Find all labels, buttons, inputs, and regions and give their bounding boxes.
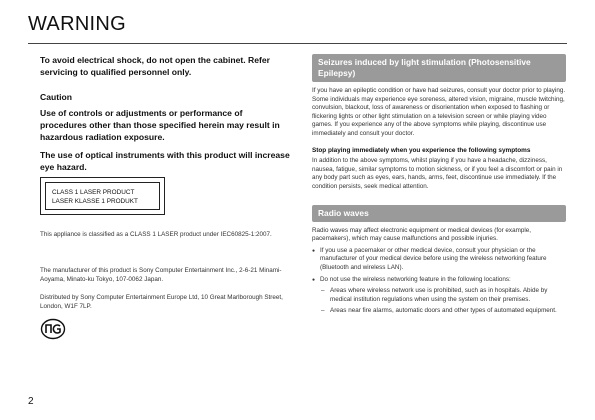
optical-warning: The use of optical instruments with this product will increase eye hazard. [40, 150, 290, 172]
radio-bullet-pacemaker: ● If you use a pacemaker or other medical device, consult your physician or the manufacturer of your medical device before using the wireless networking feature (Bluetooth and wireless LAN). [312, 247, 566, 273]
left-column [40, 54, 290, 173]
laser-label-box [40, 177, 165, 215]
distributor-text: Distributed by Sony Computer Entertainment Europe Ltd, 10 Great Marlborough Street, London, W1F 7LP. [40, 294, 283, 310]
seizure-text: If you have an epileptic condition or have had seizures, consult your doctor prior to playing. Some individuals may experience eye soreness, altered vision, migraine, muscle twitching, convulsion, blackout, loss of awareness or disorientation when exposed to flashing or flickering lights or other light stimulation on a television screen or while playing video games. If you experience any of the above symptoms while playing, discontinue use immediately and consult your doctor. [312, 87, 566, 137]
page-title: WARNING [28, 13, 127, 35]
stop-playing-heading: Stop playing immediately when you experience the following symptoms [312, 146, 531, 154]
location-dash-fire-alarms: – Areas near fire alarms, automatic doors and other types of automated equipment. [312, 307, 566, 316]
certification-mark-icon [40, 318, 66, 340]
radio-section-heading: Radio waves [312, 205, 566, 222]
shock-warning: To avoid electrical shock, do not open the cabinet. Refer servicing to qualified personnel only. [40, 55, 271, 77]
manufacturer-text: The manufacturer of this product is Sony Computer Entertainment Inc., 2-6-21 Minami-Aoyama, Minato-ku Tokyo, 107-0062 Japan. [40, 267, 282, 283]
stop-playing-text: In addition to the above symptoms, whilst playing if you have a headache, dizziness, nausea, fatigue, similar symptoms to motion sickness, or if you feel a discomfort or pain in any body part such as eyes, ears, hands, arms, feet, discontinue use immediately. If the condition persists, seek medical attention. [312, 157, 563, 190]
radio-text: Radio waves may affect electronic equipment or medical devices (for example, pacemakers), which may cause malfunctions and possible injuries. [312, 226, 531, 243]
caution-heading: Caution [40, 92, 72, 102]
radio-bullet-locations: ● Do not use the wireless networking feature in the following locations: [312, 276, 566, 285]
location-dash-hospitals: – Areas where wireless network use is prohibited, such as in hospitals. Abide by medical institution regulations when using the system on their premises. [312, 287, 566, 304]
laser-label-line-1: CLASS 1 LASER PRODUCT [52, 189, 135, 196]
laser-label-line-2: LASER KLASSE 1 PRODUKT [52, 197, 138, 205]
seizure-section-heading: Seizures induced by light stimulation (Photosensitive Epilepsy) [312, 54, 566, 82]
laser-class-text: This appliance is classified as a CLASS 1 LASER product under IEC60825-1:2007. [40, 231, 272, 238]
laser-label-inner [45, 182, 160, 210]
page-number: 2 [28, 396, 34, 407]
caution-text: Use of controls or adjustments or performance of procedures other than those specified herein may result in hazardous radiation exposure. [40, 108, 280, 142]
right-column [312, 54, 566, 316]
title-rule [28, 43, 567, 44]
